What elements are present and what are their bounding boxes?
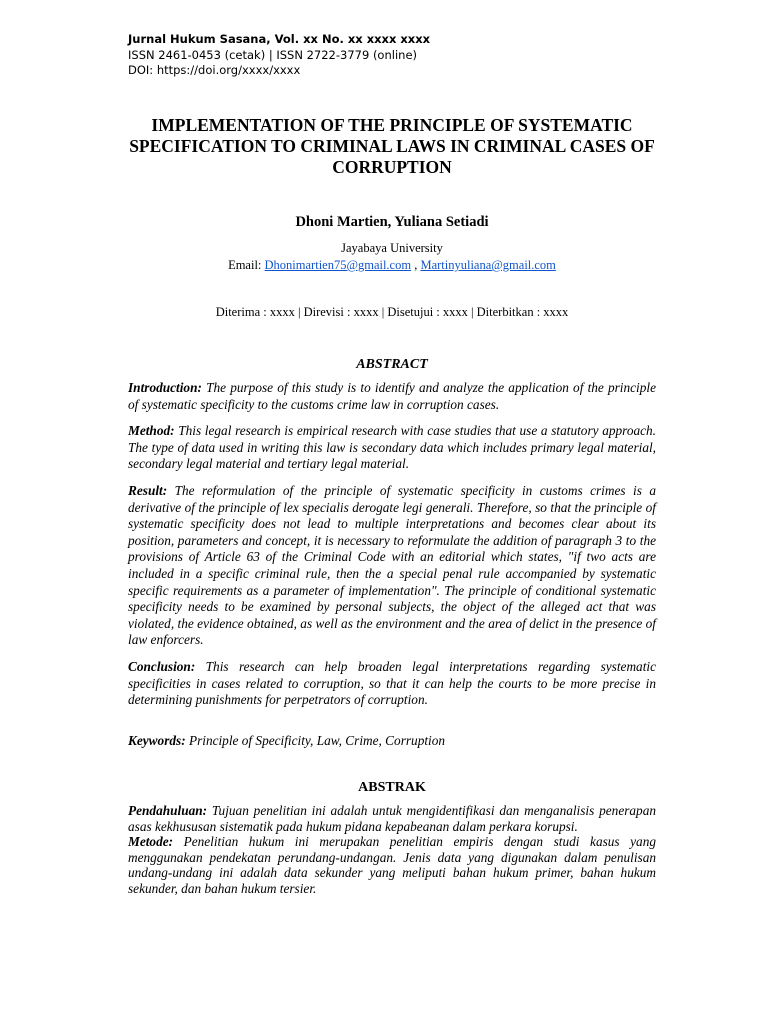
abstract-result	[128, 483, 656, 649]
email-line	[128, 257, 656, 274]
keywords-label: Keywords:	[128, 733, 186, 748]
abstrak-body	[128, 803, 656, 896]
submission-dates: Diterima : xxxx | Direvisi : xxxx | Disetujui : xxxx | Diterbitkan : xxxx	[215, 305, 569, 319]
journal-header	[128, 32, 430, 79]
author-names: Dhoni Martien, Yuliana Setiadi	[295, 214, 489, 230]
keywords-text: Principle of Specificity, Law, Crime, Corruption	[185, 733, 446, 748]
journal-name: Jurnal Hukum Sasana, Vol. xx No. xx xxxx xxxx	[128, 32, 431, 46]
affiliation: Jayabaya University	[341, 241, 443, 255]
abstract-conclusion	[128, 659, 656, 709]
result-label: Result:	[128, 482, 168, 498]
doi-line: DOI: https://doi.org/xxxx/xxxx	[128, 63, 301, 77]
keywords	[128, 733, 656, 749]
abstrak-heading: ABSTRAK	[358, 780, 426, 795]
abstrak-pendahuluan	[128, 803, 656, 834]
abstract-method	[128, 423, 656, 473]
abstract-body	[128, 380, 656, 719]
metode-label: Metode:	[128, 834, 174, 849]
pendahuluan-label: Pendahuluan:	[128, 803, 208, 818]
abstract-introduction	[128, 380, 656, 413]
email-link-1[interactable]: Dhonimartien75@gmail.com	[264, 258, 412, 272]
conclusion-text: This research can help broaden legal interpretations regarding systematic specificities in cases related to corruption, so that it can help the courts to be more precise in determining punishments for perpetrators of corruption.	[128, 658, 656, 708]
affiliation-block	[128, 240, 656, 274]
abstrak-metode	[128, 834, 656, 896]
metode-text: Penelitian hukum ini merupakan penelitian empiris dengan studi kasus yang menggunakan pendekatan perundang-undangan. Jenis data yang digunakan dalam penulisan undang-undang ini adalah data sekunder yang meliputi bahan hukum primer, bahan hukum sekunder, dan bahan hukum tersier.	[128, 834, 656, 896]
introduction-text: The purpose of this study is to identify and analyze the application of the principle of systematic specificity to the customs crime law in corruption cases.	[128, 380, 656, 412]
email-separator: ,	[411, 258, 421, 272]
paper-title: IMPLEMENTATION OF THE PRINCIPLE OF SYSTEMATIC SPECIFICATION TO CRIMINAL LAWS IN CRIMINAL CASES OF CORRUPTION	[129, 115, 655, 177]
pendahuluan-text: Tujuan penelitian ini adalah untuk mengidentifikasi dan menganalisis penerapan asas kekhususan sistematik pada hukum pidana kepabeanan dalam perkara korupsi.	[128, 803, 656, 834]
result-text: The reformulation of the principle of systematic specificity in customs crimes is a derivative of the principle of lex specialis derogate legi generali. Therefore, so that the principle of systematic specificity does not lead to multiple interpretations and becomes clear about its position, parameters and concept, it is necessary to reformulate the addition of paragraph 3 to the provisions of Article 63 of the Criminal Code with an editorial which states, "if two acts are included in a specific criminal rule, then the a special penal rule accompanied by systematic specific requirements as a parameter of implementation". The principle of conditional systematic specificity needs to be examined by personal subjects, the object of the alleged act that was violated, the evidence obtained, as well as the environment and the area of delict in the presence of law enforcers.	[128, 482, 656, 648]
email-link-2[interactable]: Martinyuliana@gmail.com	[420, 258, 556, 272]
email-label: Email:	[228, 258, 265, 272]
introduction-label: Introduction:	[128, 380, 202, 395]
abstract-heading: ABSTRACT	[356, 357, 428, 372]
conclusion-label: Conclusion:	[128, 658, 196, 674]
issn-line: ISSN 2461-0453 (cetak) | ISSN 2722-3779 (online)	[128, 47, 417, 62]
method-label: Method:	[128, 423, 175, 439]
method-text: This legal research is empirical research with case studies that use a statutory approach. The type of data used in writing this law is secondary data which includes primary legal material, secondary legal material and tertiary legal material.	[128, 423, 656, 472]
